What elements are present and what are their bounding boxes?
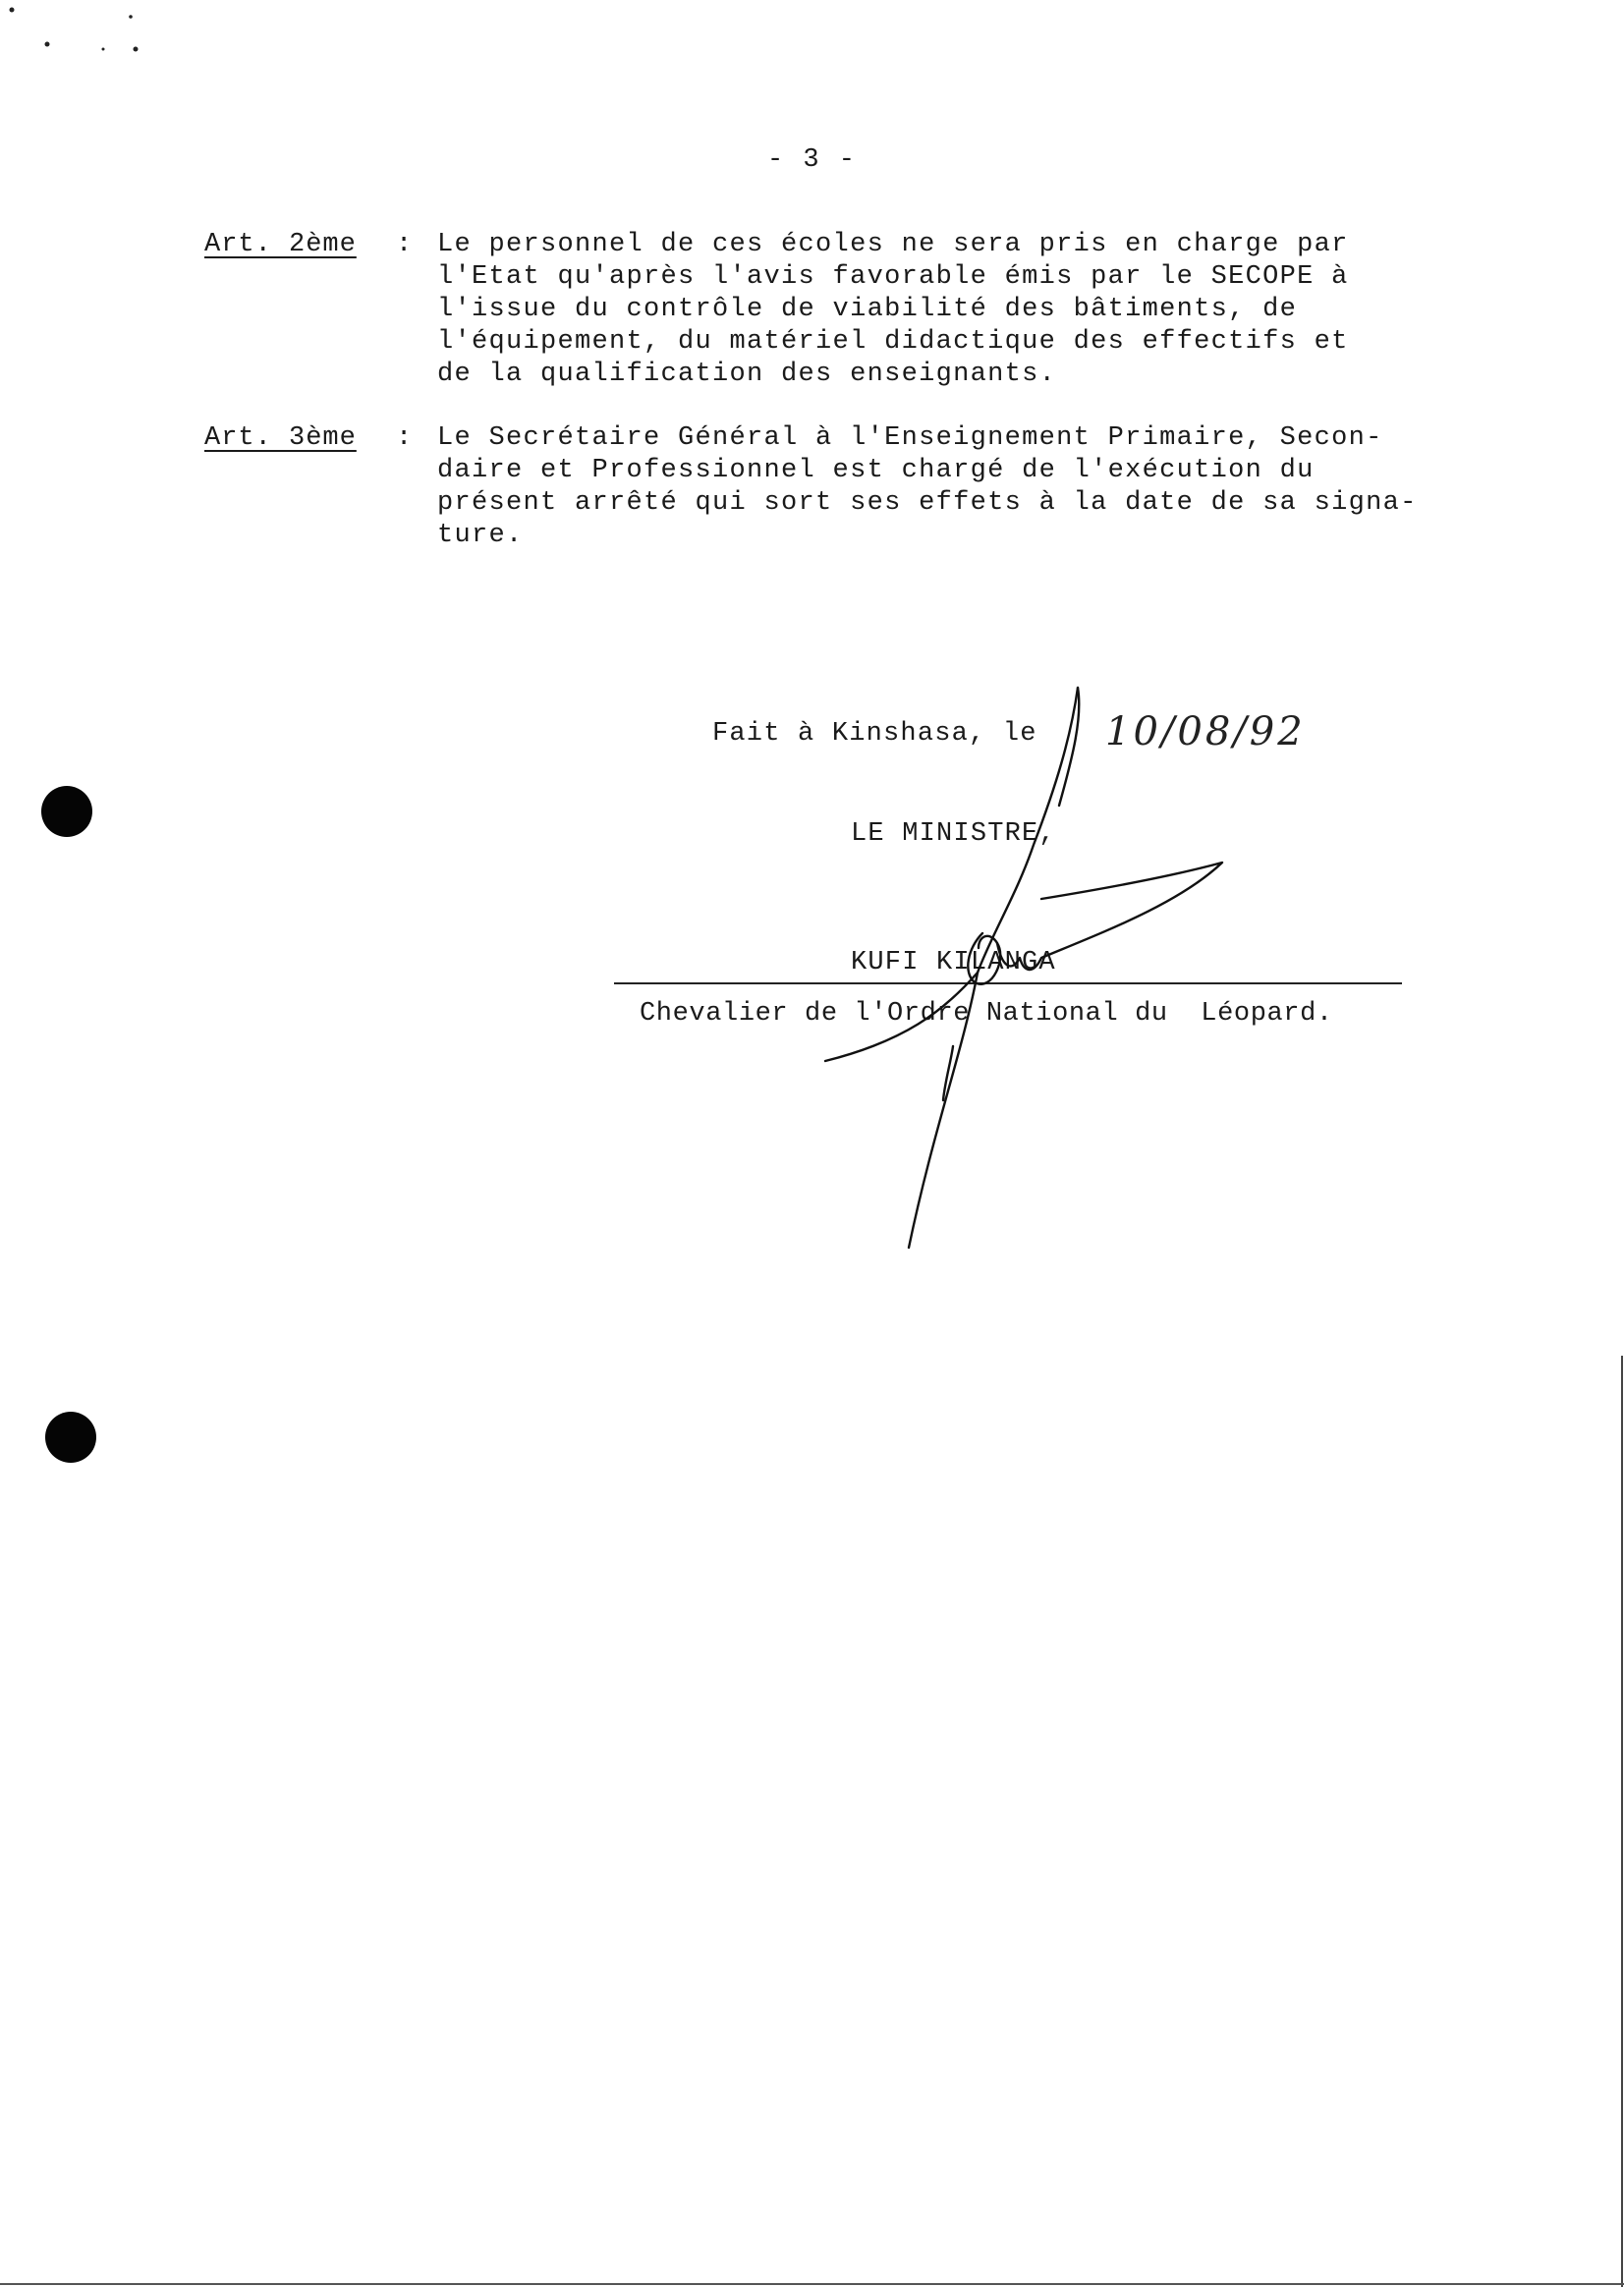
article-2-line-5: de la qualification des enseignants. [437,360,1057,389]
article-3-line-2: daire et Professionnel est chargé de l'exécution du [437,456,1315,485]
article-2-separator: : [396,230,413,259]
page-number: - 3 - [766,145,857,175]
article-2-line-4: l'équipement, du matériel didactique des effectifs et [437,327,1349,357]
signer-name: KUFI KILANGA [851,948,1056,977]
handwritten-date: 10/08/92 [1105,709,1306,754]
scan-specks [0,0,157,69]
article-3-line-3: présent arrêté qui sort ses effets à la date de sa signa- [437,488,1418,518]
article-2-line-1: Le personnel de ces écoles ne sera pris en charge par [437,230,1349,259]
article-2-line-3: l'issue du contrôle de viabilité des bâtiments, de [437,295,1298,324]
signer-honor: Chevalier de l'Ordre National du Léopard. [640,999,1333,1029]
signature-icon [806,678,1258,1267]
scan-edge-bottom [0,2283,1624,2285]
article-2-label: Art. 2ème [204,230,357,259]
punch-hole-icon [41,786,92,837]
article-2-line-2: l'Etat qu'après l'avis favorable émis par le SECOPE à [437,262,1349,292]
article-3-separator: : [396,423,413,453]
article-3-label: Art. 3ème [204,423,357,453]
article-3-line-1: Le Secrétaire Général à l'Enseignement Primaire, Secon- [437,423,1383,453]
minister-title: LE MINISTRE, [851,819,1056,849]
place-and-date-label: Fait à Kinshasa, le [712,719,1037,749]
punch-hole-icon [45,1412,96,1463]
article-3-line-4: ture. [437,521,524,550]
scan-edge-right [1621,1356,1623,2287]
